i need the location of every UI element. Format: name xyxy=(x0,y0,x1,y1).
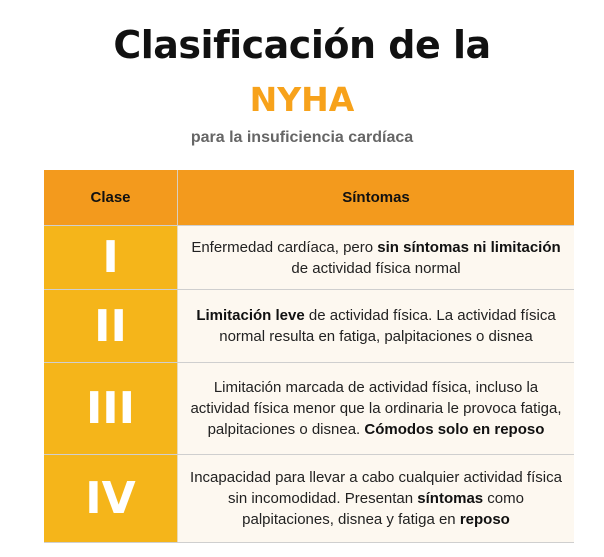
acronym-heading: NYHA xyxy=(249,80,355,119)
class-numeral: I xyxy=(44,226,178,289)
class-numeral: II xyxy=(44,290,178,362)
symptoms-description xyxy=(178,290,574,362)
symptoms-description xyxy=(178,455,574,542)
symptoms-text xyxy=(184,237,568,279)
symptoms-emphasis: Limitación leve xyxy=(196,307,305,324)
symptoms-description xyxy=(178,226,574,289)
symptoms-description xyxy=(178,363,574,454)
table-row xyxy=(44,362,574,454)
symptoms-fragment: de actividad física normal xyxy=(291,259,461,277)
symptoms-fragment: Limitación marcada de actividad física, incluso la actividad física menor que la ordinaria le provoca fatiga, palpitaciones o disnea. xyxy=(190,379,562,438)
column-header-sintomas: Síntomas xyxy=(342,189,410,206)
page-subtitle: para la insuficiencia cardíaca xyxy=(190,129,414,146)
symptoms-fragment: Incapacidad para llevar a cabo cualquier actividad física sin incomodidad. Presentan xyxy=(190,469,562,507)
symptoms-emphasis: reposo xyxy=(459,511,510,528)
symptoms-emphasis: Cómodos solo en reposo xyxy=(364,421,545,438)
symptoms-emphasis: síntomas xyxy=(417,490,484,507)
column-header-clase: Clase xyxy=(44,170,178,225)
symptoms-fragment: Enfermedad cardíaca, pero xyxy=(191,238,378,256)
symptoms-text xyxy=(184,305,568,347)
table-row xyxy=(44,454,574,542)
class-numeral: III xyxy=(44,363,178,454)
page-title: Clasificación de la xyxy=(113,23,491,67)
class-numeral: IV xyxy=(44,455,178,542)
table-header xyxy=(44,170,574,225)
symptoms-fragment: de actividad física. La actividad física normal resulta en fatiga, palpitaciones o disnea xyxy=(219,307,556,345)
table-row xyxy=(44,225,574,289)
symptoms-text xyxy=(184,467,568,530)
classification-table xyxy=(44,170,574,543)
symptoms-emphasis: sin síntomas ni limitación xyxy=(377,238,561,256)
table-row xyxy=(44,289,574,362)
symptoms-text xyxy=(184,377,568,440)
symptoms-fragment: como palpitaciones, disnea y fatiga en xyxy=(242,490,524,528)
